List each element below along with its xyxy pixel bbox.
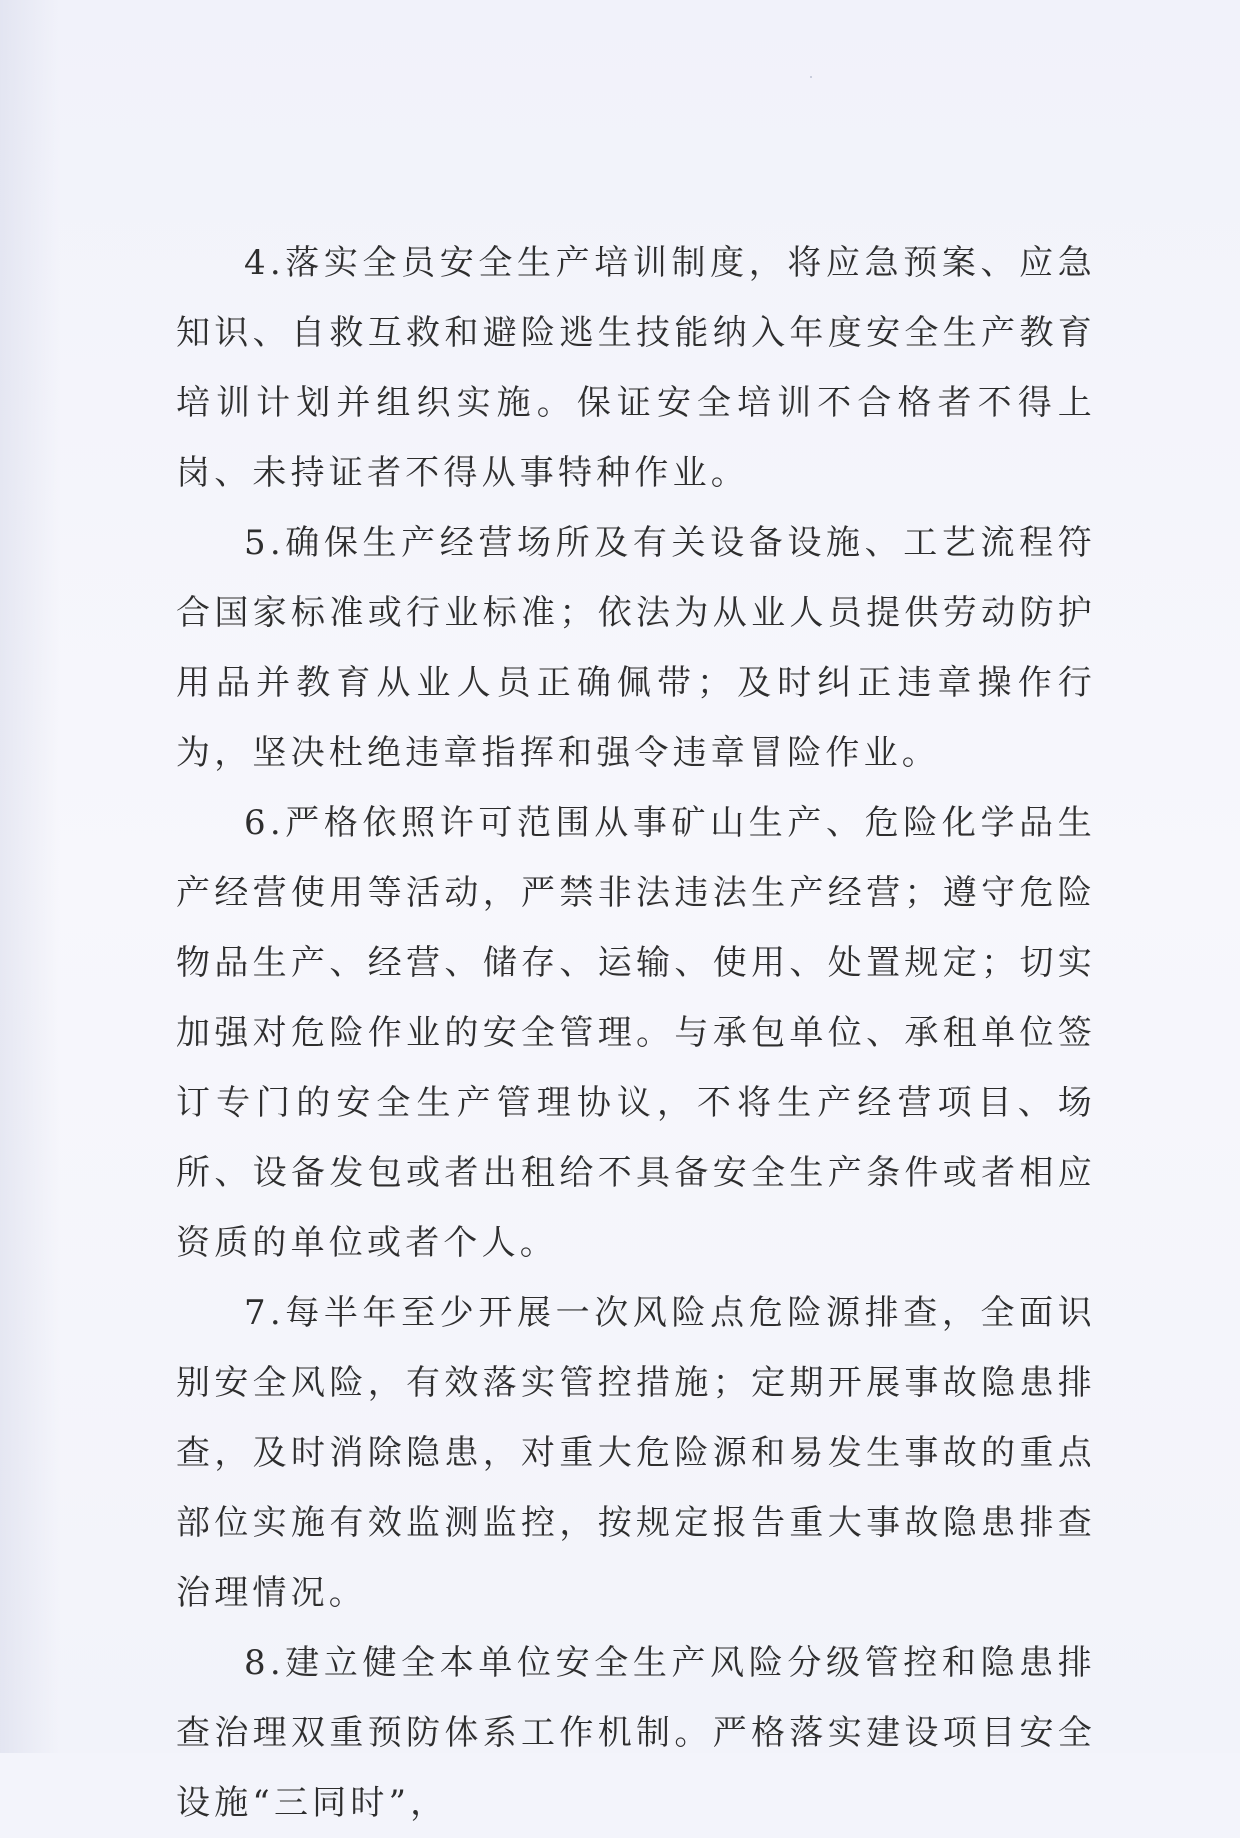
paragraph-item-7: 7.每半年至少开展一次风险点危险源排查，全面识别安全风险，有效落实管控措施；定期开展事故隐患排查，及时消除隐患，对重大危险源和易发生事故的重点部位实施有效监测监控，按规定报告重大事故隐患排查治理情况。	[176, 1293, 1096, 1613]
document-body	[176, 228, 1096, 1838]
paragraph-item-4: 4.落实全员安全生产培训制度，将应急预案、应急知识、自救互救和避险逃生技能纳入年度安全生产教育培训计划并组织实施。保证安全培训不合格者不得上岗、未持证者不得从事特种作业。	[176, 243, 1096, 493]
paragraph-item-5: 5.确保生产经营场所及有关设备设施、工艺流程符合国家标准或行业标准；依法为从业人员提供劳动防护用品并教育从业人员正确佩带；及时纠正违章操作行为，坚决杜绝违章指挥和强令违章冒险作业。	[176, 523, 1096, 773]
paragraph-item-8: 8.建立健全本单位安全生产风险分级管控和隐患排查治理双重预防体系工作机制。严格落实建设项目安全设施“三同时”，	[176, 1643, 1096, 1823]
paragraph-item-6: 6.严格依照许可范围从事矿山生产、危险化学品生产经营使用等活动，严禁非法违法生产经营；遵守危险物品生产、经营、储存、运输、使用、处置规定；切实加强对危险作业的安全管理。与承包单位、承租单位签订专门的安全生产管理协议，不将生产经营项目、场所、设备发包或者出租给不具备安全生产条件或者相应资质的单位或者个人。	[176, 803, 1096, 1263]
scan-speck	[810, 76, 812, 78]
